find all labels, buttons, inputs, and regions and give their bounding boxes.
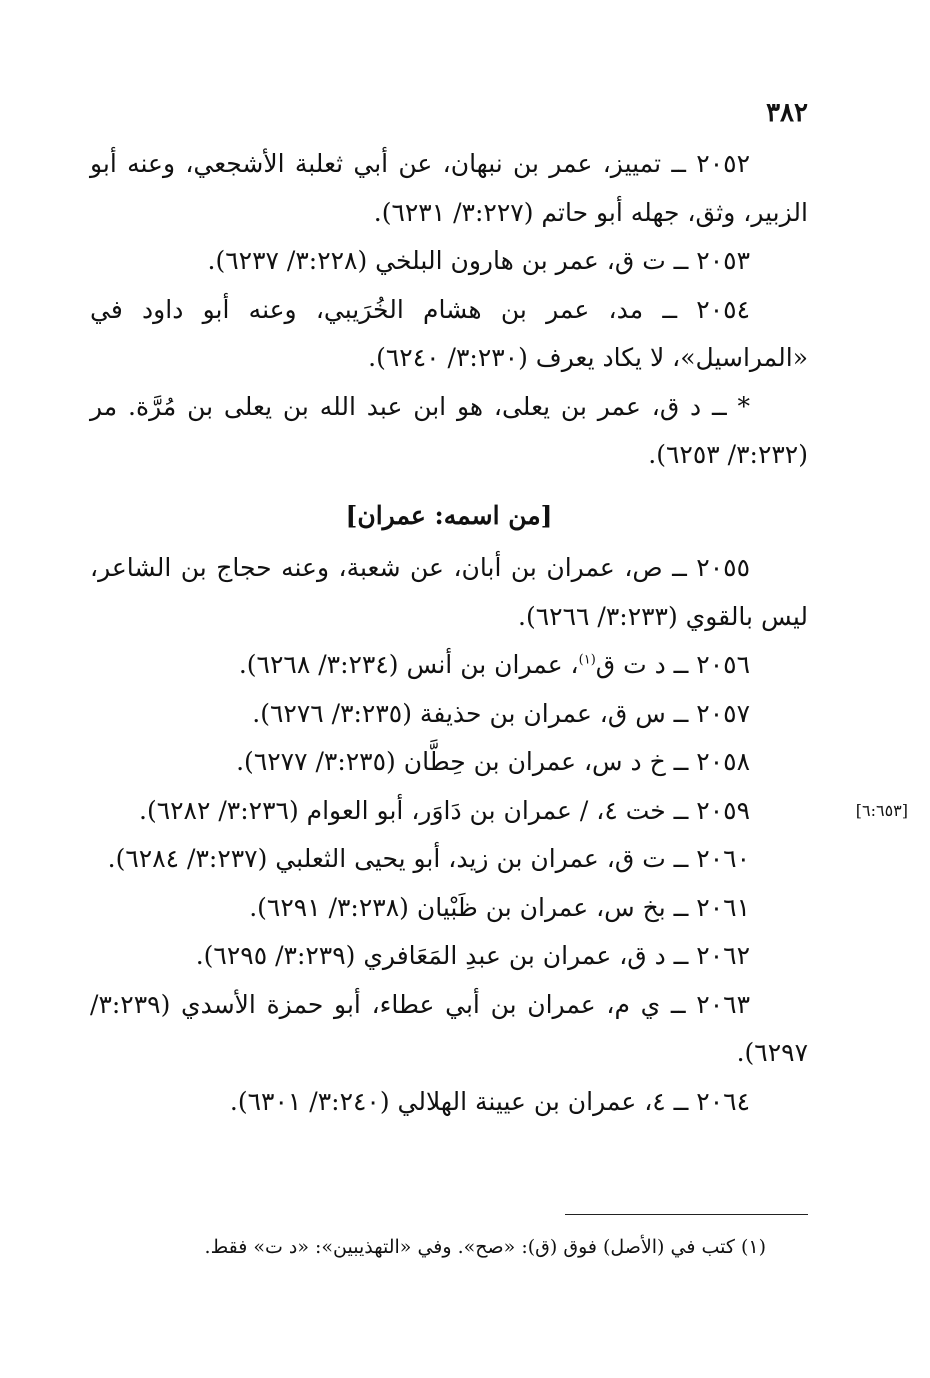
footnote-divider — [565, 1214, 808, 1215]
entry-2056 — [90, 641, 808, 690]
entry-2061: ٢٠٦١ ــ بخ س، عمران بن ظَبْيان (٣:٢٣٨/ ٦٢٩١). — [249, 892, 750, 922]
entry-star: * ــ د ق، عمر بن يعلى، هو ابن عبد الله بن يعلى بن مُرَّة. مر (٣:٢٣٢/ ٦٢٥٣). — [90, 391, 808, 469]
margin-reference: [٦:٦٥٣] — [855, 800, 908, 820]
entry-2056-pre: ٢٠٥٦ ــ د ت ق — [595, 650, 750, 679]
entry-2055: ٢٠٥٥ ــ ص، عمران بن أبان، عن شعبة، وعنه حجاج بن الشاعر، ليس بالقوي (٣:٢٣٣/ ٦٢٦٦). — [90, 553, 808, 631]
page-number: ٣٨٢ — [766, 98, 808, 128]
main-text — [90, 140, 908, 1126]
section-heading: [من اسمه: عمران] — [345, 500, 553, 530]
entry-2059-text: ٢٠٥٩ ــ خت ٤، / عمران بن دَاوَر، أبو العوام (٣:٢٣٦/ ٦٢٨٢). — [139, 795, 750, 825]
footnote-marker: (١) — [578, 652, 596, 668]
entry-2064: ٢٠٦٤ ــ ٤، عمران بن عيينة الهلالي (٣:٢٤٠/ ٦٣٠١). — [229, 1086, 750, 1116]
footnote: (١) كتب في (الأصل) فوق (ق): «صح». وفي «التهذيبين»: «د ت» فقط. — [204, 1236, 766, 1258]
entry-2054: ٢٠٥٤ ــ مد، عمر بن هشام الخُرَيبي، وعنه أبو داود في «المراسيل»، لا يكاد يعرف (٣:٢٣٠/ ٦٢٤٠). — [90, 294, 808, 372]
entry-2063: ٢٠٦٣ ــ ي م، عمران بن أبي عطاء، أبو حمزة الأسدي (٣:٢٣٩/ ٦٢٩٧). — [90, 989, 808, 1067]
entry-2062: ٢٠٦٢ ــ د ق، عمران بن عبدِ المَعَافري (٣:٢٣٩/ ٦٢٩٥). — [195, 941, 750, 970]
entry-2059 — [90, 787, 908, 836]
entry-2058: ٢٠٥٨ ــ خ د س، عمران بن حِطَّان (٣:٢٣٥/ ٦٢٧٧). — [236, 747, 750, 776]
entry-2052: ٢٠٥٢ ــ تمييز، عمر بن نبهان، عن أبي ثعلبة الأشجعي، وعنه أبو الزبير، وثق، جهله أبو حاتم (٣:٢٢٧/ ٦٢٣١). — [90, 149, 808, 227]
entry-2056-post: ، عمران بن أنس (٣:٢٣٤/ ٦٢٦٨). — [238, 650, 579, 679]
entry-2057: ٢٠٥٧ ــ س ق، عمران بن حذيفة (٣:٢٣٥/ ٦٢٧٦). — [252, 698, 750, 728]
entry-2053: ٢٠٥٣ ــ ت ق، عمر بن هارون البلخي (٣:٢٢٨/ ٦٢٣٧). — [207, 246, 750, 275]
entry-2060: ٢٠٦٠ ــ ت ق، عمران بن زيد، أبو يحيى الثعلبي (٣:٢٣٧/ ٦٢٨٤). — [107, 844, 750, 873]
